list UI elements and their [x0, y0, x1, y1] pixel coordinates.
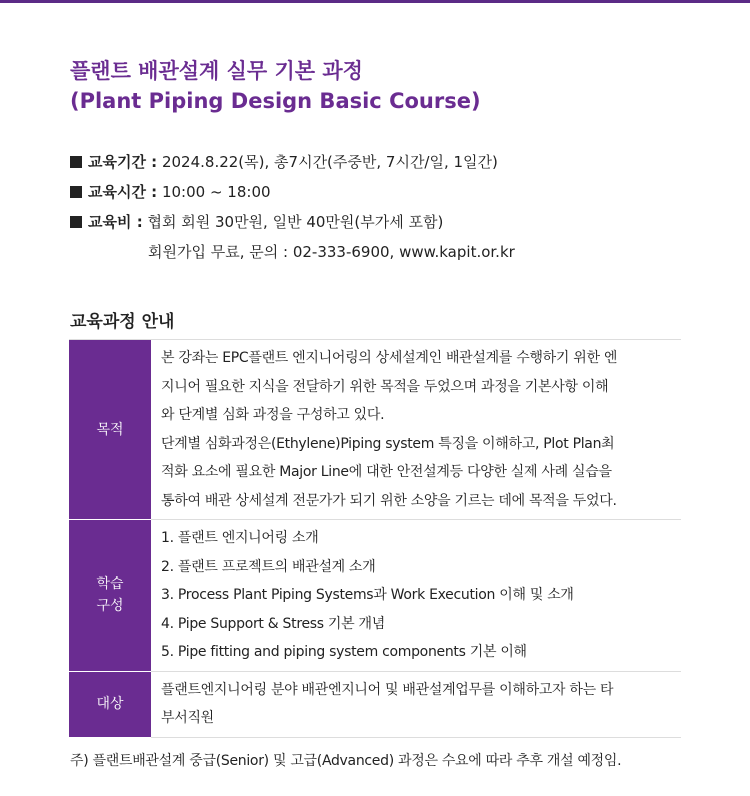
top-divider-line — [0, 0, 750, 3]
purpose-line: 적화 요소에 필요한 Major Line에 대한 안전설계등 다양한 실제 사례 실습을 — [161, 464, 612, 480]
purpose-line: 단계별 심화과정은(Ethylene)Piping system 특징을 이해하고, Plot Plan최 — [161, 435, 615, 452]
time-value: 10:00 ~ 18:00 — [161, 183, 271, 201]
info-period — [70, 147, 515, 177]
curriculum-item: 5. Pipe fitting and piping system components 기본 이해 — [161, 644, 527, 660]
curriculum-header-line: 구성 — [96, 598, 124, 615]
curriculum-item: 1. 플랜트 엔지니어링 소개 — [161, 530, 319, 546]
table-row-purpose — [69, 340, 681, 520]
time-label: 교육시간 : — [88, 183, 158, 201]
target-content — [151, 671, 681, 737]
curriculum-list — [161, 524, 671, 667]
target-line: 부서직원 — [161, 710, 214, 726]
purpose-line: 지니어 필요한 지식을 전달하기 위한 목적을 두었으며 과정을 기본사항 이해 — [161, 378, 609, 395]
purpose-line: 본 강좌는 EPC플랜트 엔지니어링의 상세설계인 배관설계를 수행하기 위한 엔 — [161, 350, 618, 366]
fee-label: 교육비 : — [88, 213, 143, 231]
target-header: 대상 — [69, 671, 151, 737]
purpose-content — [151, 340, 681, 520]
curriculum-content — [151, 520, 681, 672]
info-fee — [70, 207, 515, 237]
info-time — [70, 177, 515, 207]
title-english: (Plant Piping Design Basic Course) — [70, 89, 481, 113]
fee-note: 회원가입 무료, 문의 : 02-333-6900, www.kapit.or.kr — [148, 243, 515, 261]
title-korean: 플랜트 배관설계 실무 기본 과정 — [70, 59, 363, 83]
section-title: 교육과정 안내 — [70, 312, 175, 332]
footnote: 주) 플랜트배관설계 중급(Senior) 및 고급(Advanced) 과정은 수요에 따라 추후 개설 예정임. — [70, 753, 622, 769]
course-info — [70, 147, 515, 267]
purpose-line: 와 단계별 심화 과정을 구성하고 있다. — [161, 407, 385, 423]
curriculum-header — [69, 520, 151, 672]
purpose-line: 통하여 배관 상세설계 전문가가 되기 위한 소양을 기르는 데에 목적을 두었다. — [161, 492, 617, 509]
table-row-target — [69, 671, 681, 737]
table-row-curriculum — [69, 520, 681, 672]
fee-value: 협회 회원 30만원, 일반 40만원(부가세 포함) — [147, 213, 444, 231]
curriculum-header-line: 학습 — [96, 576, 124, 593]
square-bullet-icon — [70, 216, 82, 228]
page-title — [70, 56, 481, 116]
purpose-header: 목적 — [69, 340, 151, 520]
curriculum-item: 3. Process Plant Piping Systems과 Work Execution 이해 및 소개 — [161, 587, 574, 603]
course-guide-table — [69, 339, 681, 738]
curriculum-item: 2. 플랜트 프로젝트의 배관설계 소개 — [161, 558, 376, 575]
square-bullet-icon — [70, 156, 82, 168]
target-line: 플랜트엔지니어링 분야 배관엔지니어 및 배관설계업무를 이해하고자 하는 타 — [161, 681, 614, 698]
period-label: 교육기간 : — [88, 153, 158, 171]
period-value: 2024.8.22(목), 총7시간(주중반, 7시간/일, 1일간) — [161, 153, 498, 171]
curriculum-item: 4. Pipe Support & Stress 기본 개념 — [161, 615, 385, 632]
square-bullet-icon — [70, 186, 82, 198]
